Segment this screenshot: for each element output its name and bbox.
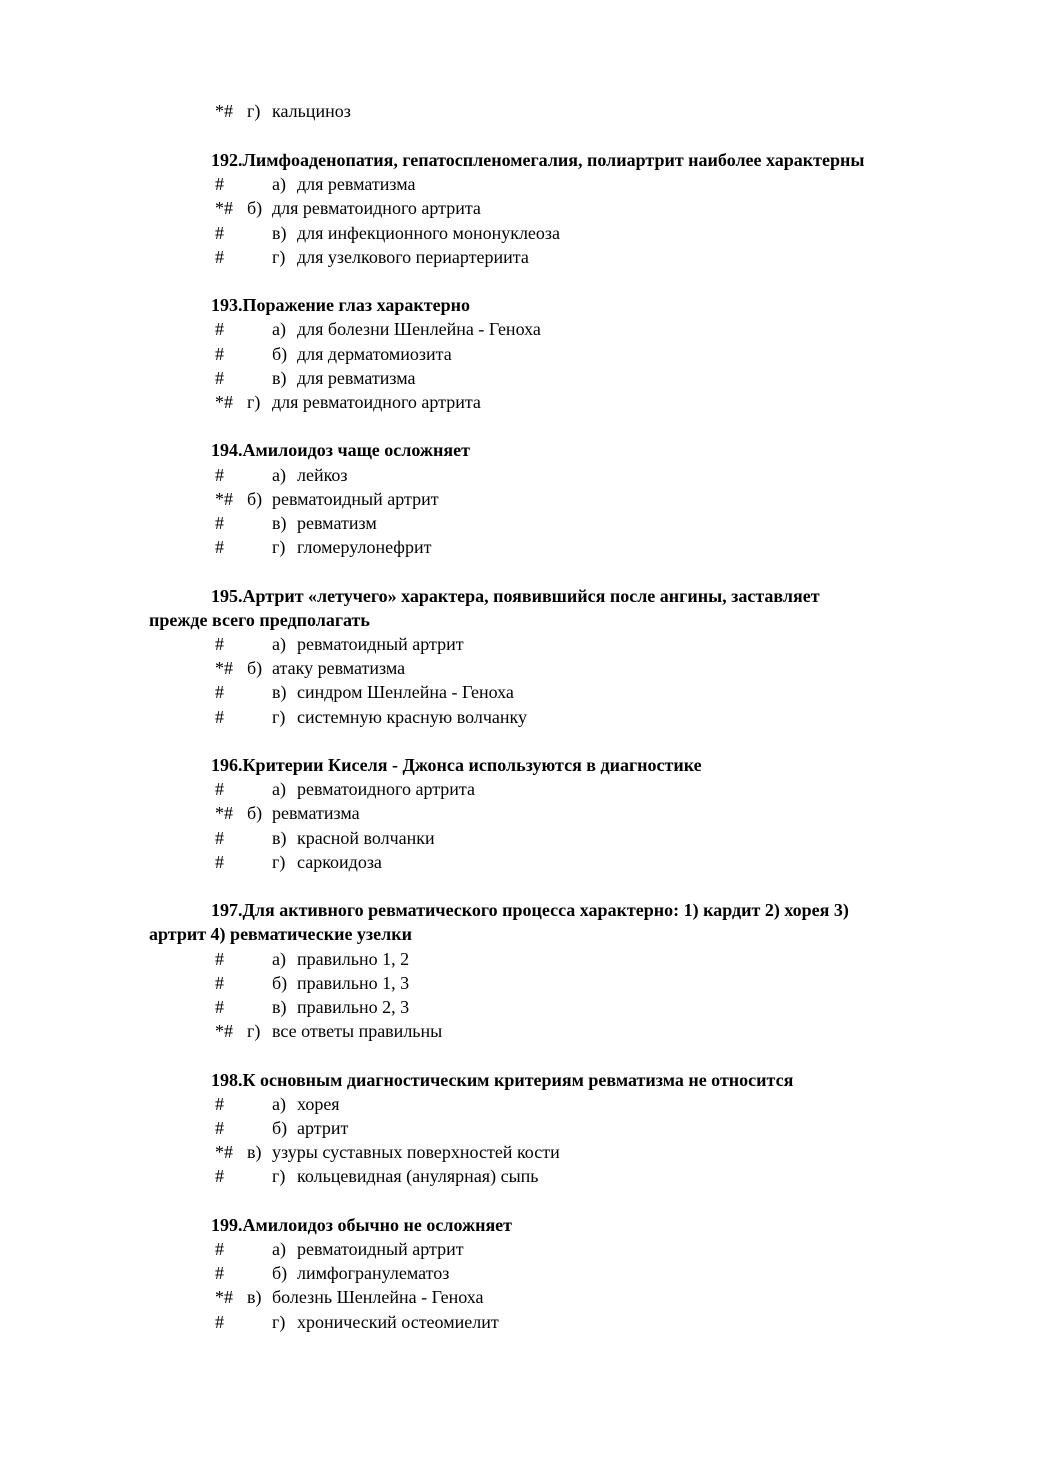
- option-mark: #: [215, 222, 224, 243]
- option-letter: б): [272, 1263, 288, 1284]
- question-text: [149, 293, 990, 317]
- question-number: 193.: [211, 295, 243, 316]
- option-letter: г): [272, 1166, 286, 1187]
- question-line-text: К основным диагностическим критериям ревматизма не относится: [242, 1069, 794, 1090]
- question-line-text: Поражение глаз характерно: [242, 295, 470, 316]
- option-letter: г): [272, 1311, 286, 1332]
- option-letter: а): [272, 634, 286, 654]
- question-line: [149, 898, 990, 922]
- option-mark: #: [215, 464, 224, 485]
- option-text: для ревматизма: [297, 174, 416, 195]
- question-line: [149, 753, 990, 777]
- option-mark: #: [215, 972, 224, 993]
- question-line: [149, 1213, 990, 1237]
- option-mark: *#: [215, 392, 233, 412]
- option-letter: г): [247, 101, 261, 121]
- option-mark: *#: [215, 101, 233, 121]
- option-text: хронический остеомиелит: [297, 1311, 499, 1332]
- option-text: хорея: [297, 1093, 340, 1114]
- option-text: ревматоидного артрита: [297, 779, 476, 800]
- question-line: [149, 293, 990, 317]
- option-mark: #: [215, 682, 224, 703]
- question-line: [149, 608, 990, 632]
- question-text: [149, 584, 990, 632]
- option-mark: #: [215, 706, 224, 727]
- option-letter: б): [247, 658, 263, 679]
- question-number: 194.: [211, 440, 243, 461]
- option-mark: #: [215, 1166, 224, 1187]
- option-letter: в): [272, 682, 287, 703]
- option-mark: #: [215, 367, 224, 388]
- option-letter: в): [247, 1142, 262, 1163]
- option-mark: #: [215, 1311, 224, 1332]
- question-number: 196.: [211, 755, 243, 775]
- option-text: системную красную волчанку: [297, 706, 528, 727]
- question-line-text: Амилоидоз чаще осложняет: [242, 440, 470, 461]
- question-line-text: Критерии Киселя - Джонса используются в диагностике: [242, 755, 702, 775]
- option-text: кольцевидная (анулярная) сыпь: [297, 1166, 539, 1187]
- option-letter: г): [272, 537, 286, 558]
- question-text: [149, 1068, 990, 1092]
- question-line-text: артрит 4) ревматические узелки: [149, 924, 412, 945]
- option-text: лимфогранулематоз: [297, 1263, 450, 1284]
- question-line: [149, 438, 990, 462]
- option-letter: в): [272, 367, 287, 388]
- question-line-text: Лимфоаденопатия, гепатоспленомегалия, полиартрит наиболее характерны: [242, 150, 865, 170]
- option-mark: #: [215, 634, 224, 654]
- option-text: ревматоидный артрит: [297, 1239, 464, 1259]
- question-text: [149, 898, 990, 946]
- question-line-text: Амилоидоз обычно не осложняет: [242, 1214, 513, 1235]
- option-mark: #: [215, 513, 224, 533]
- option-mark: #: [215, 1263, 224, 1284]
- option-text: лейкоз: [297, 464, 348, 485]
- question-text: [149, 1213, 990, 1237]
- option-letter: б): [272, 972, 288, 993]
- option-text: для инфекционного мононуклеоза: [297, 222, 561, 243]
- option-letter: г): [247, 392, 261, 412]
- option-letter: б): [272, 343, 288, 364]
- question-number: 198.: [211, 1069, 243, 1090]
- option-text: красной волчанки: [297, 827, 435, 848]
- option-letter: а): [272, 464, 286, 485]
- option-mark: #: [215, 948, 224, 969]
- option-text: ревматоидный артрит: [297, 634, 464, 654]
- option-text: ревматизм: [297, 513, 377, 533]
- option-text: узуры суставных поверхностей кости: [272, 1142, 560, 1163]
- question-text: [149, 148, 990, 172]
- option-mark: *#: [215, 1021, 233, 1042]
- option-letter: а): [272, 948, 286, 969]
- option-letter: а): [272, 1093, 286, 1114]
- option-mark: #: [215, 537, 224, 558]
- option-letter: а): [272, 319, 286, 340]
- option-letter: в): [272, 222, 287, 243]
- option-text: для болезни Шенлейна - Геноха: [297, 319, 541, 340]
- option-letter: б): [247, 198, 263, 219]
- option-text: правильно 1, 3: [297, 972, 410, 993]
- question-number: 195.: [211, 585, 243, 606]
- option-letter: б): [272, 1118, 288, 1138]
- option-text: для ревматоидного артрита: [272, 392, 481, 412]
- option-letter: г): [272, 706, 286, 727]
- question-text: [149, 753, 990, 777]
- option-letter: в): [272, 997, 287, 1017]
- option-mark: *#: [215, 658, 233, 679]
- option-mark: #: [215, 1093, 224, 1114]
- option-text: болезнь Шенлейна - Геноха: [272, 1287, 484, 1308]
- question-line-text: Для активного ревматического процесса характерно: 1) кардит 2) хорея 3): [242, 900, 849, 921]
- option-mark: #: [215, 827, 224, 848]
- question-line: [149, 584, 990, 608]
- option-mark: *#: [215, 1142, 233, 1163]
- option-letter: г): [272, 851, 286, 872]
- question-line-text: Артрит «летучего» характера, появившийся после ангины, заставляет: [242, 585, 820, 606]
- option-mark: *#: [215, 488, 233, 509]
- option-text: синдром Шенлейна - Геноха: [297, 682, 514, 703]
- option-letter: в): [247, 1287, 262, 1308]
- option-text: гломерулонефрит: [297, 537, 432, 558]
- option-mark: #: [215, 319, 224, 340]
- option-text: правильно 1, 2: [297, 948, 410, 969]
- option-mark: #: [215, 343, 224, 364]
- option-text: правильно 2, 3: [297, 997, 410, 1017]
- option-text: саркоидоза: [297, 851, 382, 872]
- option-letter: б): [247, 803, 263, 824]
- option-text: для ревматоидного артрита: [272, 198, 481, 219]
- question-line-text: прежде всего предполагать: [149, 609, 370, 630]
- option-mark: #: [215, 851, 224, 872]
- option-mark: #: [215, 174, 224, 195]
- option-letter: в): [272, 513, 287, 533]
- question-number: 199.: [211, 1214, 243, 1235]
- option-text: для дерматомиозита: [297, 343, 452, 364]
- option-text: артрит: [297, 1118, 349, 1138]
- option-mark: *#: [215, 198, 233, 219]
- option-mark: *#: [215, 1287, 233, 1308]
- option-letter: а): [272, 174, 286, 195]
- option-text: все ответы правильны: [272, 1021, 443, 1042]
- question-line: [149, 148, 990, 172]
- option-letter: а): [272, 779, 286, 800]
- option-text: ревматизма: [272, 803, 360, 824]
- option-letter: г): [272, 246, 286, 267]
- option-mark: #: [215, 1239, 224, 1259]
- option-mark: #: [215, 779, 224, 800]
- question-number: 197.: [211, 900, 243, 921]
- question-text: [149, 438, 990, 462]
- option-letter: б): [247, 488, 263, 509]
- option-letter: г): [247, 1021, 261, 1042]
- option-text: для ревматизма: [297, 367, 416, 388]
- option-mark: #: [215, 246, 224, 267]
- question-line: [149, 1068, 990, 1092]
- option-mark: #: [215, 997, 224, 1017]
- question-number: 192.: [211, 150, 243, 170]
- option-text: атаку ревматизма: [272, 658, 406, 679]
- option-text: для узелкового периартериита: [297, 246, 529, 267]
- option-text: ревматоидный артрит: [272, 488, 439, 509]
- option-letter: а): [272, 1239, 286, 1259]
- option-mark: #: [215, 1118, 224, 1138]
- question-line: [149, 922, 990, 946]
- option-letter: в): [272, 827, 287, 848]
- option-text: кальциноз: [272, 101, 351, 121]
- option-mark: *#: [215, 803, 233, 824]
